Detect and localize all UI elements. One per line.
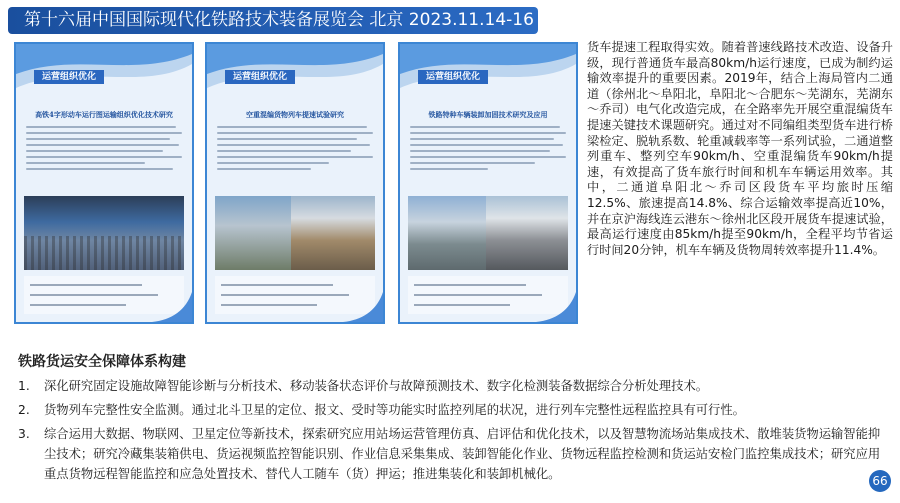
poster-body-text: [410, 126, 566, 188]
poster-photo-control-room: [24, 196, 184, 270]
list-item-number: 1.: [18, 379, 30, 393]
poster-photo-rail-yard: [486, 196, 568, 270]
list-item-number: 3.: [18, 427, 30, 441]
poster-image-1: [14, 42, 194, 324]
poster-body-text: [26, 126, 182, 188]
poster-title: 高铁4字形动车运行图运输组织优化技术研究: [35, 110, 173, 119]
list-item-number: 2.: [18, 403, 30, 417]
poster-image-3: [398, 42, 578, 324]
poster-corner-graphic: [536, 292, 576, 322]
poster-image-2: [205, 42, 385, 324]
freight-speedup-paragraph: 货车提速工程取得实效。随着普速线路技术改造、设备升级，现行普通货车最高80km/h运行速度，已成为制约运输效率提升的重要因素。2019年，结合上海局管内二通道（徐州北～阜阳北，阜阳北～合肥东～芜湖东，芜湖东～乔司）电气化改造完成，在全路率先开展空重混编货车提速关键技术课题研究。通过对不同编组类型货车进行桥梁检定、脱轨系数、轮重减载率等一系列试验，二通道整列重车、整列空车90km/h、空重混编货车90km/h提速，有效提高了货车旅行时间和机车车辆运用效率。其中，二通道阜阳北～乔司区段货车平均旅时压缩12.5%、旅速提高14.8%、综合运输效率提高近10%，并在京沪海线连云港东～徐州北区段开展货车提速试验，最高运行速度由85km/h提至90km/h，全程平均节省运行时间20分钟，机车车辆及货物周转效率提升11.4%。: [587, 40, 893, 257]
poster-banner: 运营组织优化: [418, 70, 488, 84]
poster-title: 空重混编货物列车提速试验研究: [246, 110, 344, 119]
poster-banner: 运营组织优化: [34, 70, 104, 84]
safety-measures-list: [18, 376, 882, 488]
poster-banner: 运营组织优化: [225, 70, 295, 84]
section-heading: 铁路货运安全保障体系构建: [18, 354, 186, 370]
poster-photo-test-site: [291, 196, 375, 270]
poster-photo-vehicle-loading: [408, 196, 498, 270]
poster-corner-graphic: [152, 292, 192, 322]
list-item-text: 深化研究固定设施故障智能诊断与分析技术、移动装备状态评价与故障预测技术、数字化检测装备数据综合分析处理技术。: [44, 379, 709, 393]
page-title: 第十六届中国国际现代化铁路技术装备展览会 北京 2023.11.14-16: [8, 7, 538, 34]
list-item: [18, 400, 882, 420]
page-number-badge: 66: [869, 470, 891, 492]
poster-title: 铁路特种车辆装卸加固技术研究及应用: [428, 110, 548, 119]
list-item: [18, 424, 882, 484]
poster-body-text: [217, 126, 373, 188]
list-item: [18, 376, 882, 396]
list-item-text: 综合运用大数据、物联网、卫星定位等新技术，探索研究应用站场运营管理仿真、启评估和优化技术，以及智慧物流场站集成技术、散堆装货物运输智能抑尘技术；研究冷藏集装箱供电、货运视频监控智能识别、作业信息采集集成、装卸智能化作业、货物远程监控检测和货运站安检门监控集成技术；研究应用重点货物远程智能监控和应急处置技术、替代人工随车（货）押运；推进集装化和装卸机械化。: [44, 427, 881, 481]
list-item-text: 货物列车完整性安全监测。通过北斗卫星的定位、报文、受时等功能实时监控列尾的状况，进行列车完整性远程监控具有可行性。: [44, 403, 745, 417]
poster-corner-graphic: [343, 292, 383, 322]
